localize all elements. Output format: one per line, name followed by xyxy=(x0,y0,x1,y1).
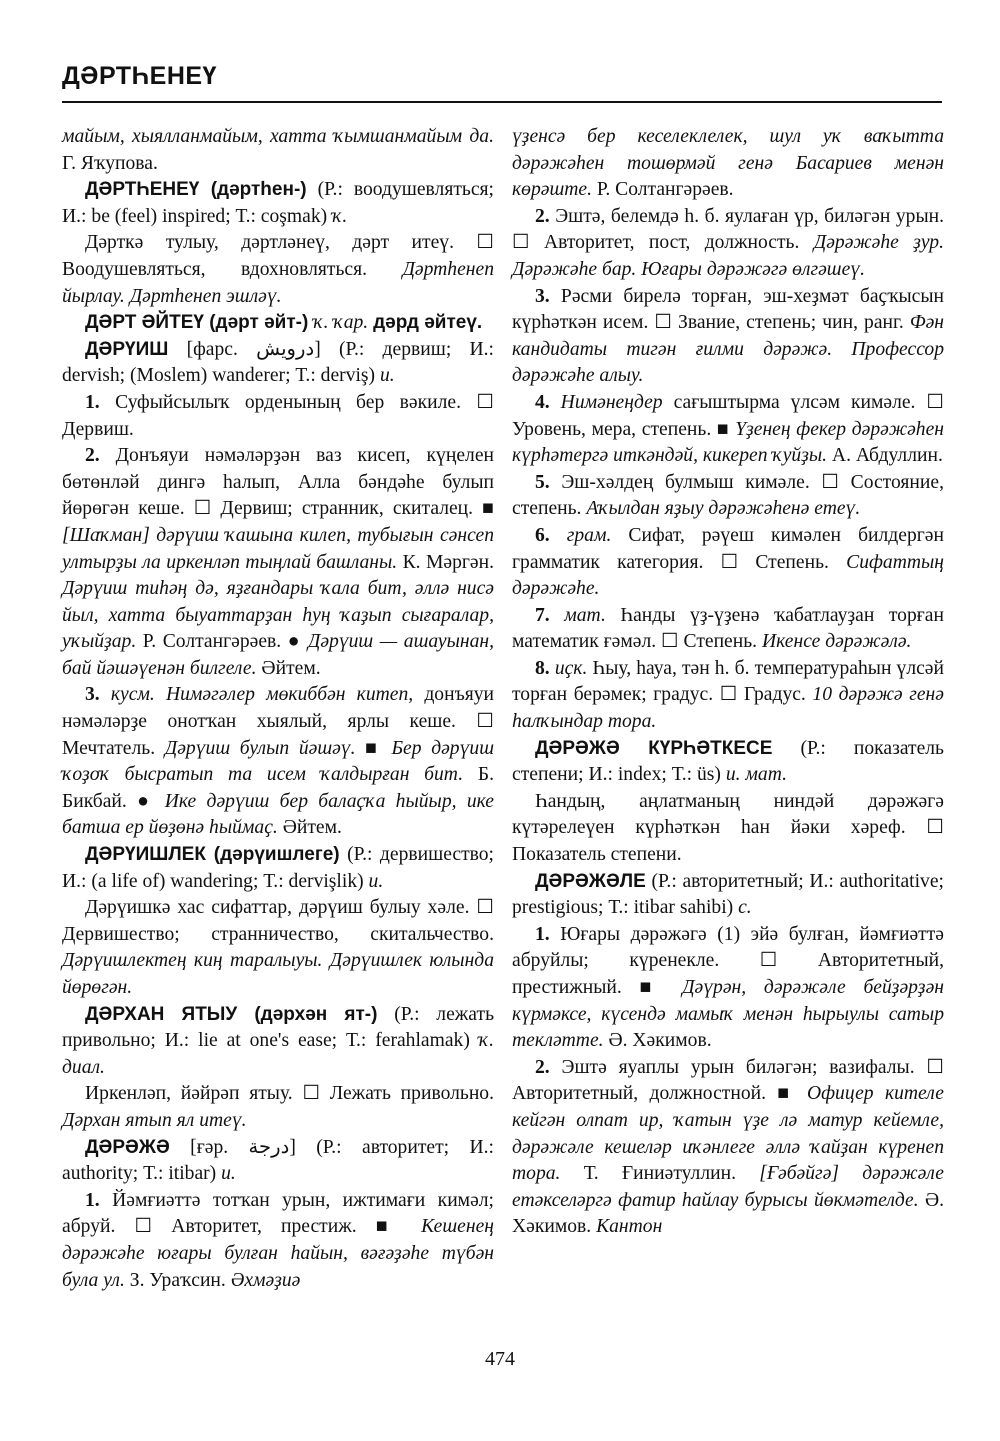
paragraph: 1. Йәмғиәттә тотҡан урын, ижтимағи кимәл; абруй. ☐ Авторитет, престиж. ■ Кешенең дәрәжәһе юғары булған һайын, вәғәҙәһе түбән була ул. З. Ураҡсин. Әхмәҙиә xyxy=(62,1189,494,1291)
paragraph: 3. кусм. Нимәгәлер мөкиббән китеп, донъяуи нәмәләрҙе онотҡан хыялый, ярлы кеше. ☐ Мечтатель. Дәрүиш булып йәшәү. ■ Бер дәрүиш ҡоҙоҡ бысратып та исем ҡалдырған бит. Б. Бикбай. ● Ике дәрүиш бер балаҫҡа һыйыр, ике батша ер йөҙөнә һыймаҫ. Әйтем. xyxy=(62,684,494,839)
paragraph: 3. Рәсми бирелә торған, эш-хеҙмәт баҫҡысын күрһәткән исем. ☐ Звание, степень; чин, ранг. Фән кандидаты тигән ғилми дәрәжә. Профессор дәрәжәһе алыу. xyxy=(512,285,944,387)
paragraph: Иркенләп, йәйрәп ятыу. ☐ Лежать привольно. Дәрхан ятып ял итеү. xyxy=(62,1083,494,1131)
header-rule xyxy=(62,101,942,103)
entry-headword-paragraph: ДӘРҮИШ [фарс. درویش] (Р.: дервиш; И.: dervish; (Moslem) wanderer; Т.: derviş) и. xyxy=(62,338,494,387)
entry-headword-paragraph: ДӘРҮИШЛЕК (дәрүишлеге) (Р.: дервишество; И.: (a life of) wandering; Т.: dervişlik) и. xyxy=(62,844,494,892)
right-column xyxy=(512,124,944,1241)
paragraph: 1. Суфыйсылыҡ орденының бер вәкиле. ☐ Дервиш. xyxy=(62,391,494,440)
paragraph: 6. грам. Сифат, рәүеш кимәлен билдергән грамматик категория. ☐ Степень. Сифаттың дәрәжәһе. xyxy=(512,524,944,600)
entry-headword-paragraph: ДӘРӘЖӘ КҮРҺӘТКЕСЕ (Р.: показатель степени; И.: index; Т.: üs) и. мат. xyxy=(512,737,944,786)
entry-headword-paragraph: ДӘРТ ӘЙТЕҮ (дәрт әйт-) ҡ. ҡар. дәрд әйтеү. xyxy=(85,312,483,334)
paragraph: Дәрткә тулыу, дәртләнеү, дәрт итеү. ☐ Воодушевляться, вдохновляться. Дәртһенеп йырлау. Дәртһенеп эшләү. xyxy=(62,232,494,307)
paragraph: Дәрүишкә хас сифаттар, дәрүиш булыу хәле. ☐ Дервишество; странничество, скитальчество. Дәрүишлектең киң таралыуы. Дәрүишлек юлында йөрөгән. xyxy=(62,897,494,998)
paragraph: 2. Эштә яуаплы урын биләгән; вазифалы. ☐ Авторитетный, должностной. ■ Офицер кителе кейгән олпат ир, ҡатын үҙе лә матур кейемле, дәрәжәле кешеләр иҡәнлеге әллә ҡайҙан күренеп тора. Т. Ғиниәтуллин. [Ғәбәйгә] дәрәжәле етәкселәргә фатир һайлау бурысы йөкмәтелде. Ә. Хәкимов. Кантон xyxy=(512,1056,945,1238)
paragraph: 7. мат. Һанды үҙ-үҙенә ҡабатлауҙан торған математик ғәмәл. ☐ Степень. Икенсе дәрәжәлә. xyxy=(512,604,944,653)
entry-headword-paragraph: ДӘРХАН ЯТЫУ (дәрхән ят-) (Р.: лежать привольно; И.: lie at one's ease; Т.: ferahlamak) ҡ. диал. xyxy=(62,1003,494,1078)
paragraph: 1. Юғары дәрәжәгә (1) эйә булған, йәмғиәттә абруйлы; күренекле. ☐ Авторитетный, престижный. ■ Дәүрән, дәрәжәле бейҙәрҙән күрмәксе, күсендә мамыҡ менән һырыулы сатыр текләтте. Ә. Хәкимов. xyxy=(512,923,944,1052)
paragraph: үҙенсә бер кеселеклелек, шул уҡ ваҡытта дәрәжәһен тошөрмәй генә Басариев менән көрәште. Р. Солтангәрәев. xyxy=(512,126,944,201)
paragraph: 8. иҫк. Һыу, һауа, тән һ. б. температураһын үлсәй торған берәмек; градус. ☐ Градус. 10 дәрәжә генә һалҡындар тора. xyxy=(512,657,944,733)
paragraph: майым, хыялланмайым, хатта ҡымшанмайым да. Г. Яҡупова. xyxy=(62,126,494,174)
paragraph: Һандың, аңлатманың ниндәй дәрәжәгә күтәрелеүен күрһәткән һан йәки хәреф. ☐ Показатель степени. xyxy=(512,790,944,866)
entry-headword-paragraph: ДӘРӘЖӘЛЕ (Р.: авторитетный; И.: authoritative; prestigious; Т.: itibar sahibi) с. xyxy=(512,870,944,919)
paragraph: 2. Донъяуи нәмәләрҙән ваз кисеп, күңелен бөтөнләй дингә һалып, Алла бәндәһе булып йөрөгән кеше. ☐ Дервиш; странник, скиталец. ■ [Шаҡман] дәрүиш ҡашына килеп, тубығын сәнсеп ултырҙы ла иркенләп тыңлай башланы. К. Мәргән. Дәрүиш тиһәң дә, яҙғандары ҡала бит, әллә нисә йыл, хатта быуаттарҙан һуң ҡаҙып сығаралар, уҡыйҙар. Р. Солтангәрәев. ● Дәрүиш — ашауынан, бай йәшәүенән билгеле. Әйтем. xyxy=(62,445,495,679)
running-head: ДӘРТҺЕНЕҮ xyxy=(62,62,217,90)
page-number: 474 xyxy=(485,1348,515,1370)
paragraph: 4. Нимәнеңдер сағыштырма үлсәм кимәле. ☐ Уровень, мера, степень. ■ Үҙенең фекер дәрәжәһен күрһәтергә иткәндәй, кикереп ҡуйҙы. А. Абдуллин. xyxy=(512,391,944,467)
paragraph: 5. Эш-хәлдең булмыш кимәле. ☐ Состояние, степень. Аҡылдан яҙыу дәрәжәһенә етеү. xyxy=(512,471,944,520)
entry-headword-paragraph: ДӘРӘЖӘ [ғәр. درجة] (Р.: авторитет; И.: authority; Т.: itibar) и. xyxy=(62,1136,494,1185)
left-column xyxy=(62,124,494,1294)
entry-headword-paragraph: ДӘРТҺЕНЕҮ (дәртһен-) (Р.: воодушевляться; И.: be (feel) inspired; Т.: coşmak) ҡ. xyxy=(62,179,494,227)
paragraph: 2. Эштә, белемдә һ. б. яулаған үр, биләгән урын. ☐ Авторитет, пост, должность. Дәрәжәһе ҙур. Дәрәжәһе бар. Юғары дәрәжәгә өлгәшеү. xyxy=(512,205,944,280)
